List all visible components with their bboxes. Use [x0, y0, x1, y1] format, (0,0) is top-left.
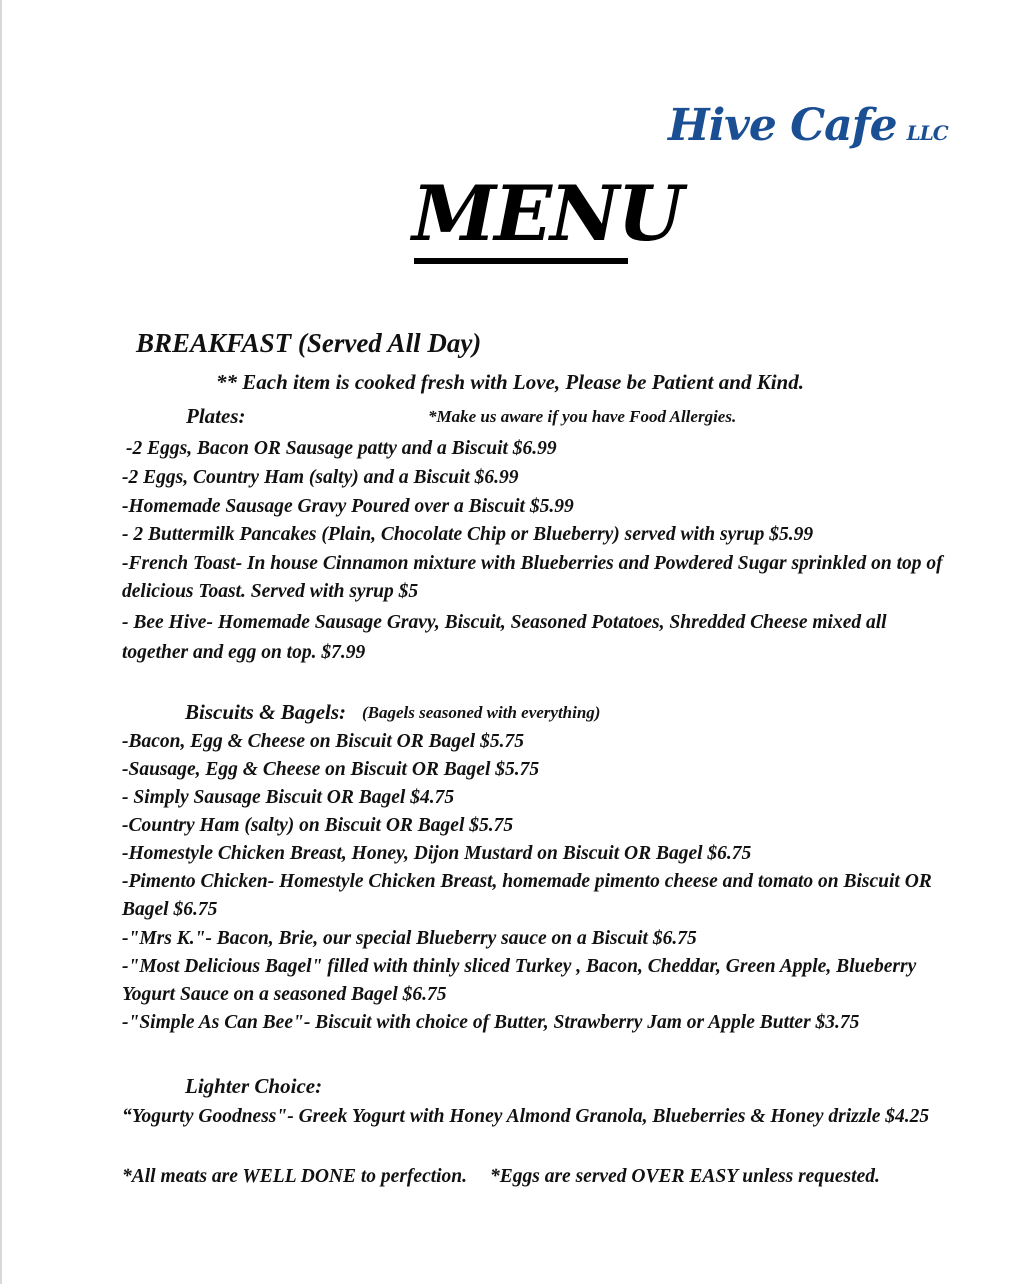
menu-item-continued: delicious Toast. Served with syrup $5 — [122, 581, 419, 602]
brand-logo — [668, 100, 948, 151]
menu-item: -2 Eggs, Country Ham (salty) and a Biscuit $6.99 — [122, 467, 519, 488]
menu-item: -Sausage, Egg & Cheese on Biscuit OR Bagel $5.75 — [122, 759, 540, 780]
menu-item: “Yogurty Goodness"- Greek Yogurt with Honey Almond Granola, Blueberries & Honey drizzle $4.25 — [122, 1106, 930, 1127]
title-underline — [414, 258, 628, 264]
menu-item-continued: together and egg on top. $7.99 — [122, 642, 366, 663]
menu-item: -"Mrs K."- Bacon, Brie, our special Blueberry sauce on a Biscuit $6.75 — [122, 928, 697, 949]
menu-item: -Homemade Sausage Gravy Poured over a Biscuit $5.99 — [122, 496, 574, 517]
page-title: MENU — [412, 169, 682, 258]
allergy-note: *Make us aware if you have Food Allergies. — [428, 407, 737, 426]
meats-note: *All meats are WELL DONE to perfection. — [122, 1166, 468, 1187]
menu-item: -"Most Delicious Bagel" filled with thinly sliced Turkey , Bacon, Cheddar, Green Apple, Blueberry — [122, 956, 917, 977]
breakfast-heading: BREAKFAST (Served All Day) — [136, 328, 482, 358]
menu-item: -Homestyle Chicken Breast, Honey, Dijon Mustard on Biscuit OR Bagel $6.75 — [122, 843, 752, 864]
menu-item-continued: Bagel $6.75 — [122, 899, 218, 920]
plates-label: Plates: — [186, 404, 246, 428]
menu-item: -Country Ham (salty) on Biscuit OR Bagel $5.75 — [122, 815, 514, 836]
eggs-note: *Eggs are served OVER EASY unless requested. — [490, 1166, 880, 1187]
menu-item: -Pimento Chicken- Homestyle Chicken Breast, homemade pimento cheese and tomato on Biscuit OR — [122, 871, 932, 892]
menu-item: -French Toast- In house Cinnamon mixture with Blueberries and Powdered Sugar sprinkled on top of — [122, 553, 943, 574]
menu-item: -2 Eggs, Bacon OR Sausage patty and a Biscuit $6.99 — [126, 438, 557, 459]
page-edge — [0, 0, 2, 1284]
menu-item: - Bee Hive- Homemade Sausage Gravy, Biscuit, Seasoned Potatoes, Shredded Cheese mixed all — [122, 612, 887, 633]
brand-suffix: LLC — [906, 121, 948, 145]
menu-item: -Bacon, Egg & Cheese on Biscuit OR Bagel $5.75 — [122, 731, 524, 752]
cooked-fresh-note: ** Each item is cooked fresh with Love, Please be Patient and Kind. — [216, 370, 804, 394]
menu-item: - 2 Buttermilk Pancakes (Plain, Chocolate Chip or Blueberry) served with syrup $5.99 — [122, 524, 814, 545]
bagels-seasoning-note: (Bagels seasoned with everything) — [362, 703, 601, 722]
biscuits-bagels-label: Biscuits & Bagels: — [185, 700, 347, 724]
menu-item: -"Simple As Can Bee"- Biscuit with choice of Butter, Strawberry Jam or Apple Butter $3.75 — [122, 1012, 860, 1033]
brand-name: Hive Cafe — [668, 100, 897, 151]
menu-item-continued: Yogurt Sauce on a seasoned Bagel $6.75 — [122, 984, 447, 1005]
menu-item: - Simply Sausage Biscuit OR Bagel $4.75 — [122, 787, 455, 808]
lighter-choice-label: Lighter Choice: — [185, 1074, 323, 1098]
